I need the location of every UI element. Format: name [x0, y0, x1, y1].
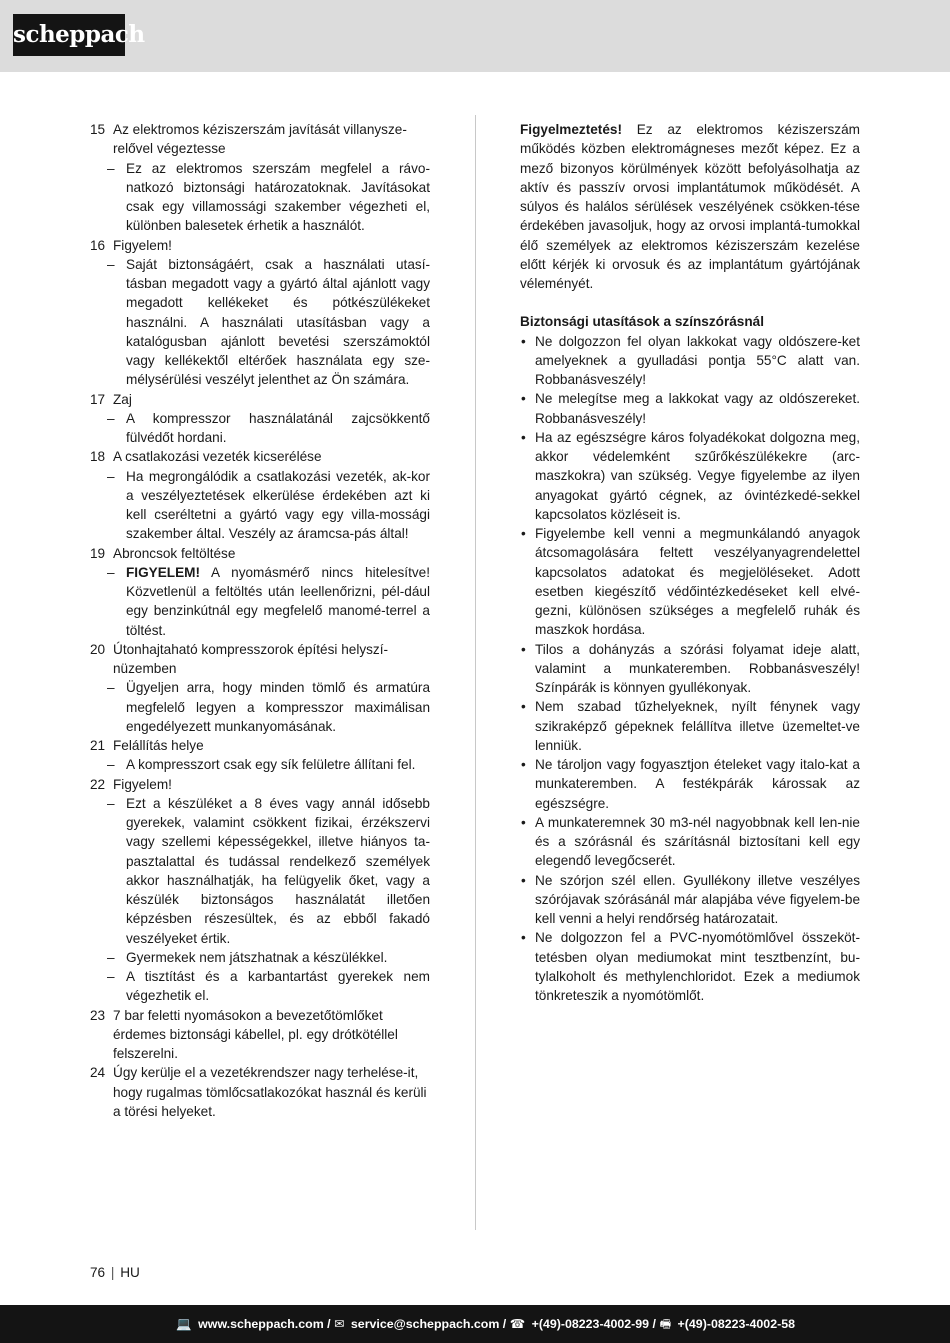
item-number: 15 [90, 122, 106, 137]
item-title: Zaj [113, 391, 132, 407]
footer-website[interactable]: www.scheppach.com / [198, 1317, 331, 1331]
numbered-item [90, 236, 430, 255]
sub-item-text: A tisztítást és a karbantartást gyerekek nem végezhetik el. [126, 969, 430, 1004]
numbered-item [90, 390, 430, 409]
sub-item [90, 967, 430, 1006]
language-code: HU [120, 1265, 140, 1280]
page-separator: | [110, 1265, 115, 1280]
dash-marker: – [107, 410, 115, 426]
item-title: Úgy kerülje el a vezetékrendszer nagy terhelése-it, hogy rugalmas tömlőcsatlakozókat használ és kerüli a törési helyeket. [113, 1065, 427, 1119]
bullet-item [520, 813, 860, 871]
sub-item-text: Saját biztonságáért, csak a használati utasí-tásban megadott vagy a gyártó által ajánlott vagy megadott kellékeket és pótkészülékeket használni. A használati utasításban vagy a katalógusban ajánlott bevetési szerszámoktól vagy kellékektől eltérőek használata egy sze-mélysérülési veszélyt jelenthet az Ön számára. [126, 256, 430, 388]
dash-marker: – [107, 564, 115, 580]
bullet-text: Tilos a dohányzás a szórási folyamat ideje alatt, valamint a munkateremben. Robbanásveszély! Színpárák is könnyen gyullékonyak. [535, 641, 860, 695]
sub-item [90, 948, 430, 967]
fax-icon: 🖷 [659, 1317, 672, 1331]
bullet-text: Ne dolgozzon fel olyan lakkokat vagy oldószere-ket amelyeknek a gyulladási pontja 55°C alatt van. Robbanásveszély! [535, 333, 860, 387]
item-title: Figyelem! [113, 237, 172, 253]
sub-item [90, 159, 430, 236]
section-heading: Biztonsági utasítások a színszórásnál [520, 314, 765, 330]
footer-bar [0, 1305, 950, 1343]
item-number: 24 [90, 1065, 106, 1081]
bullet-marker: • [521, 333, 526, 349]
item-title: Abroncsok feltöltése [113, 545, 236, 561]
mail-icon: ✉ [334, 1317, 345, 1331]
numbered-item [90, 120, 430, 159]
sub-item-text: Ez az elektromos szerszám megfelel a rávo-natkozó biztonsági határozatoknak. Javításokat csak egy villamossági szakember végezheti el, különben balesetek érhetik a használót. [126, 160, 430, 234]
bullet-text: Ne dolgozzon fel a PVC-nyomótömlővel összeköt-tetésben olyan mediumokat mint tesztbenzínt, bu-tylalkoholt és methylenchloridot. Ezek a mediumok tönkreteszik a nyomótömlőt. [535, 930, 860, 1003]
bullet-marker: • [521, 699, 526, 715]
bullet-marker: • [521, 930, 526, 946]
left-column [90, 120, 430, 1121]
item-number: 20 [90, 641, 106, 657]
warning-label: Figyelmeztetés! [520, 122, 622, 137]
bullet-marker: • [521, 641, 526, 657]
numbered-item [90, 1063, 430, 1121]
right-column [520, 120, 860, 1005]
computer-icon: 💻 [176, 1317, 192, 1331]
bullet-marker: • [521, 391, 526, 407]
page-number [90, 1265, 140, 1280]
footer-fax: +(49)-08223-4002-58 [677, 1317, 795, 1331]
sub-item [90, 794, 430, 948]
phone-icon: ☎ [509, 1317, 526, 1331]
bullet-item [520, 332, 860, 390]
bullet-item [520, 871, 860, 929]
bullet-text: A munkateremnek 30 m3-nél nagyobbnak kell len-nie és a szórásnál és szárításnál biztosítani kell egy elegendő levegőcserét. [535, 814, 860, 869]
item-number: 23 [90, 1007, 106, 1023]
sub-item [90, 563, 430, 640]
item-number: 19 [90, 545, 106, 561]
bullet-marker: • [521, 526, 526, 541]
item-number: 16 [90, 237, 106, 253]
item-number: 18 [90, 449, 106, 465]
warning-text: Ez az elektromos kéziszerszám működés közben elektromágneses mezőt képez. Ez a mező bizonyos körülmények között befolyásolhatja az aktív és passzív orvosi implantátumok működését. A súlyos és halálos sérülések veszélyének csökken-tése érdekében javasoljuk, hogy az orvosi implantá-tumokkal élő személyek az elektromos kéziszerszám kezelése előtt kérjék ki orvosuk és az implantátum gyártójának véleményét. [520, 122, 860, 291]
dash-marker: – [107, 969, 115, 984]
bullet-text: Nem szabad tűzhelyeknek, nyílt fénynek vagy szikraképző gépeknek felállítva illetve üzemeltet-ve lenniük. [535, 699, 860, 753]
numbered-item [90, 640, 430, 679]
item-number: 17 [90, 391, 106, 407]
numbered-item [90, 544, 430, 563]
sub-item [90, 467, 430, 544]
dash-marker: – [107, 757, 115, 773]
footer-phone: +(49)-08223-4002-99 / [531, 1317, 656, 1331]
sub-item-text: A kompresszor használatánál zajcsökkentő fülvédőt hordani. [126, 410, 430, 445]
dash-marker: – [107, 160, 115, 176]
header-bar [0, 0, 950, 72]
numbered-item [90, 447, 430, 466]
dash-marker: – [107, 468, 115, 484]
item-title: Útonhajtaható kompresszorok építési helyszí-nüzemben [113, 641, 389, 676]
numbered-item [90, 736, 430, 755]
bullet-item [520, 640, 860, 698]
footer-email[interactable]: service@scheppach.com / [350, 1317, 507, 1331]
item-title: A csatlakozási vezeték kicserélése [113, 449, 322, 465]
bullet-item [520, 428, 860, 524]
item-title: 7 bar feletti nyomásokon a bevezetőtömlőket érdemes biztonsági kábellel, pl. egy drótkötéllel felszerelni. [113, 1007, 398, 1061]
dash-marker: – [107, 256, 115, 272]
item-title: Az elektromos kéziszerszám javítását villanysze-relővel végeztesse [113, 122, 407, 157]
sub-item-text: Ha megrongálódik a csatlakozási vezeték, ak-kor a veszélyeztetések elkerülése érdekében azt ki kell cseréltetni a gyártó vagy egy villa-mossági szakember által. Veszély az áramcsa-pás által! [126, 468, 430, 542]
scheppach-logo: scheppach [13, 14, 125, 56]
bullet-marker: • [521, 872, 526, 888]
sub-item-text: A kompresszort csak egy sík felületre állítani fel. [126, 757, 416, 773]
sub-item [90, 678, 430, 736]
warning-label: FIGYELEM! [126, 564, 201, 580]
bullet-marker: • [521, 814, 526, 830]
item-title: Figyelem! [113, 776, 172, 792]
item-number: 21 [90, 738, 106, 753]
bullet-text: Ne melegítse meg a lakkokat vagy az oldószereket. Robbanásveszély! [535, 391, 860, 426]
dash-marker: – [107, 949, 115, 965]
safety-bullet-list [520, 332, 860, 1006]
sub-item-text: Ügyeljen arra, hogy minden tömlő és armatúra megfelelő legyen a kompresszor maximálisan engedélyezett munkanyomásának. [126, 680, 430, 734]
bullet-item [520, 928, 860, 1005]
sub-item [90, 755, 430, 774]
bullet-text: Ne szórjon szél ellen. Gyullékony illetve veszélyes szórójavak szórásánál már alapjába véve figyelem-be kell venni a helyi rendőrség határozatait. [535, 872, 860, 926]
dash-marker: – [107, 680, 115, 696]
numbered-item [90, 1006, 430, 1064]
emf-warning-paragraph [520, 120, 860, 293]
bullet-text: Figyelembe kell venni a megmunkálandó anyagok átcsomagolására feltett veszélyanyagrendelettel kapcsolatos adatokat és megjelöléseket. Adott esetben kiegészítő védőintézkedéseket kell elvé-gezni, különösen szükséges a megfelelő ruhák és maszkok hordása. [535, 526, 860, 638]
bullet-item [520, 524, 860, 640]
column-divider [475, 115, 476, 1230]
sub-item-text: Gyermekek nem játszhatnak a készülékkel. [126, 949, 388, 965]
sub-item [90, 409, 430, 448]
bullet-text: Ne tároljon vagy fogyasztjon ételeket vagy italo-kat a munkateremben. A festékpárák károssak az egészségre. [535, 757, 860, 811]
numbered-item [90, 775, 430, 794]
sub-item-text: A nyomásmérő nincs hitelesítve! Közvetlenül a feltöltés után leellenőrizni, pél-dául egy benzinkútnál egy megfelelő manomé-terrel a töltést. [126, 564, 430, 638]
sub-item [90, 255, 430, 390]
page-number-value: 76 [90, 1265, 106, 1280]
item-title: Felállítás helye [113, 738, 204, 753]
bullet-marker: • [521, 757, 526, 772]
bullet-item [520, 697, 860, 755]
bullet-text: Ha az egészségre káros folyadékokat dolgozna meg, akkor védelemként szűrőkészülékekre (arc-maszkokra) van szükség. Vegye figyelembe az ilyen anyagokat gyártó cégnek, az óvintézkedé-sekkel kapcsolatos közléseit is. [535, 429, 860, 522]
item-number: 22 [90, 776, 106, 792]
bullet-marker: • [521, 429, 526, 445]
bullet-item [520, 389, 860, 428]
dash-marker: – [107, 795, 115, 811]
sub-item-text: Ezt a készüléket a 8 éves vagy annál idősebb gyerekek, valamint csökkent fizikai, érzékszervi vagy szellemi képességekkel, illetve hiányos ta-pasztalattal és tudással rendelkező személyek akkor használhatják, ha felügyelik őket, vagy a készülék biztonságos használatát illetően képzésben részesültek, és az ebből fakadó veszélyeket értik. [126, 795, 430, 946]
bullet-item [520, 755, 860, 813]
